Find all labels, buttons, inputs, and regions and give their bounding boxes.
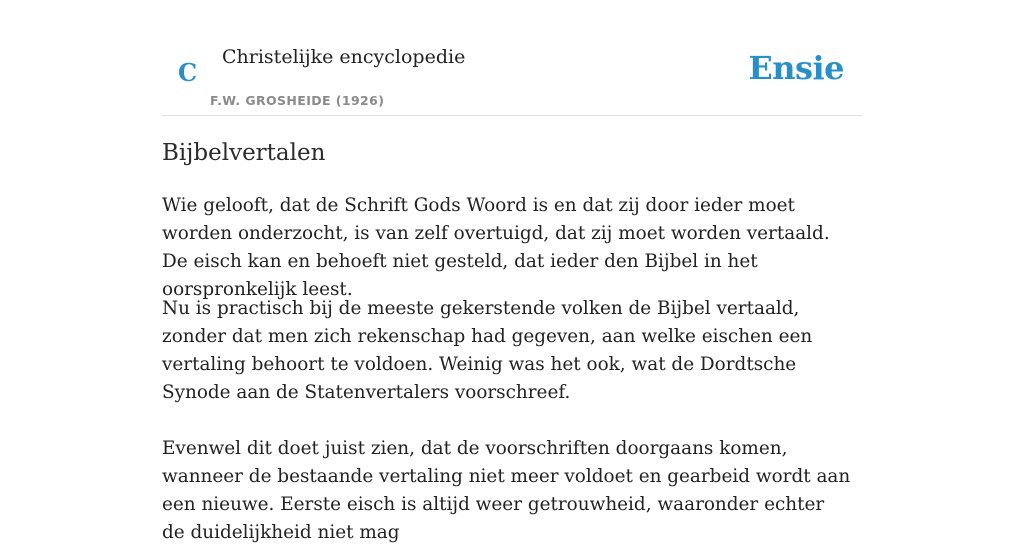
article-title: Bijbelvertalen xyxy=(162,140,326,166)
article-paragraph-2: Nu is practisch bij de meeste gekerstende volken de Bijbel vertaald, zonder dat men zich rekenschap had gegeven, aan welke eischen een vertaling behoort te voldoen. Weinig was het ook, wat de Dordtsche Synode aan de Statenvertalers voorschreef. xyxy=(162,298,813,403)
encyclopedia-badge[interactable]: C xyxy=(178,58,198,87)
article-paragraph-1: Wie gelooft, dat de Schrift Gods Woord is en dat zij door ieder moet worden onderzocht, is van zelf overtuigd, dat zij moet worden vertaald. De eisch kan en behoeft niet gesteld, dat ieder den Bijbel in het oorspronkelijk leest. xyxy=(162,195,830,300)
article-paragraph-3: Evenwel dit doet juist zien, dat de voorschriften doorgaans komen, wanneer de bestaande vertaling niet meer voldoet en gearbeid wordt aan een nieuwe. Eerste eisch is altijd weer getrouwheid, waaronder echter de duidelijkheid niet mag xyxy=(162,438,851,543)
author-line: F.W. GROSHEIDE (1926) xyxy=(210,93,385,108)
ensie-logo[interactable]: Ensie xyxy=(748,49,844,87)
article-header xyxy=(162,30,862,116)
encyclopedia-title[interactable]: Christelijke encyclopedie xyxy=(222,46,466,68)
